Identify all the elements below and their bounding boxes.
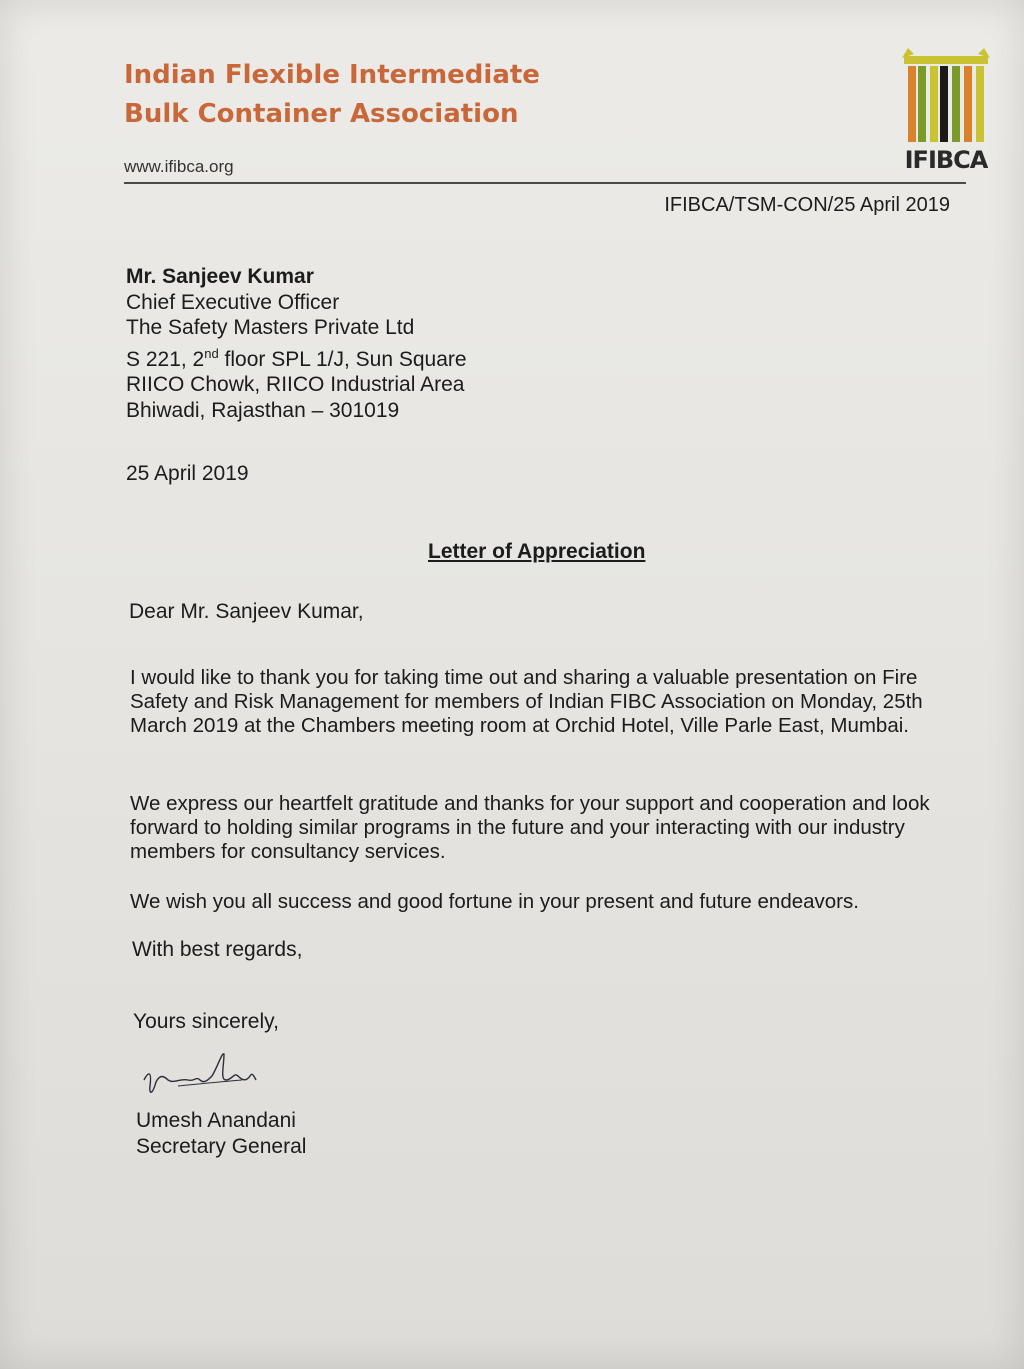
reference-number: IFIBCA/TSM-CON/25 April 2019 xyxy=(664,194,950,216)
signer-name: Umesh Anandani xyxy=(136,1109,296,1132)
website-link: www.ifibca.org xyxy=(124,157,234,176)
recipient-address-line1 xyxy=(126,341,467,373)
recipient-address-line2: RIICO Chowk, RIICO Industrial Area xyxy=(126,373,465,396)
address-line1-pre: S 221, 2 xyxy=(126,347,205,371)
letter-subject: Letter of Appreciation xyxy=(428,540,646,563)
address-line1-sup: nd xyxy=(204,345,219,361)
signer-title: Secretary General xyxy=(136,1135,307,1158)
recipient-name: Mr. Sanjeev Kumar xyxy=(126,265,314,288)
closing: Yours sincerely, xyxy=(133,1010,279,1033)
org-name-line2: Bulk Container Association xyxy=(124,99,519,129)
recipient-address xyxy=(126,264,467,423)
letter-date: 25 April 2019 xyxy=(126,462,249,485)
recipient-company: The Safety Masters Private Ltd xyxy=(126,316,415,339)
signature-image xyxy=(138,1046,268,1102)
address-line1-post: floor SPL 1/J, Sun Square xyxy=(218,347,467,371)
logo-text: IFIBCA xyxy=(904,146,988,174)
body-paragraph-2: We express our heartfelt gratitude and thanks for your support and cooperation and look forward to holding similar programs in the future and your interacting with our industry members for consultancy services. xyxy=(130,792,930,863)
logo-mark-icon xyxy=(898,44,994,144)
recipient-address-line3: Bhiwadi, Rajasthan – 301019 xyxy=(126,398,400,422)
header-divider xyxy=(124,182,966,184)
regards: With best regards, xyxy=(132,938,303,961)
recipient-title: Chief Executive Officer xyxy=(126,290,340,314)
salutation: Dear Mr. Sanjeev Kumar, xyxy=(129,600,364,623)
body-paragraph-3: We wish you all success and good fortune in your present and future endeavors. xyxy=(130,890,859,913)
ifibca-logo xyxy=(898,44,994,174)
organization-name xyxy=(124,56,724,134)
body-paragraph-1: I would like to thank you for taking time out and sharing a valuable presentation on Fire Safety and Risk Management for members of Indian FIBC Association on Monday, 25th March 2019 at the Chambers meeting room at Orchid Hotel, Ville Parle East, Mumbai. xyxy=(130,666,923,737)
signer-block xyxy=(136,1108,306,1160)
org-name-line1: Indian Flexible Intermediate xyxy=(124,60,540,90)
